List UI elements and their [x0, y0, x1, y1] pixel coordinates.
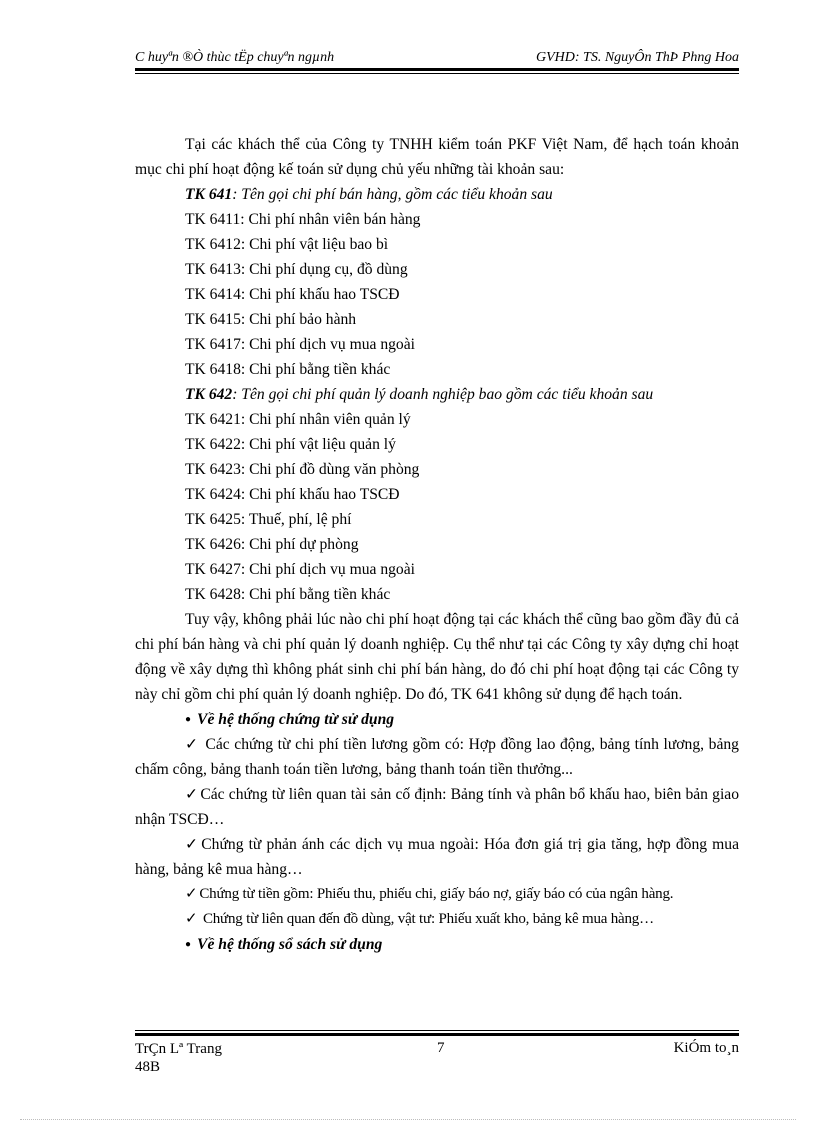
- tk642-code: TK 642: [185, 386, 233, 403]
- bullet-icon: ●: [185, 939, 192, 950]
- tk642-item: TK 6427: Chi phí dịch vụ mua ngoài: [185, 561, 415, 578]
- header-advisor: GVHD: TS. NguyÔn ThÞ Phng Hoa: [536, 50, 739, 65]
- section-documents-title: Về hệ thống chứng từ sử dụng: [197, 711, 395, 728]
- checkmark-icon: ✓: [185, 911, 198, 927]
- check-item: [135, 832, 739, 882]
- bullet-icon: ●: [185, 714, 192, 725]
- tk641-item: TK 6412: Chi phí vật liệu bao bì: [185, 236, 389, 253]
- tk641-item: TK 6413: Chi phí dụng cụ, đồ dùng: [185, 261, 408, 278]
- footer-author-block: [135, 1040, 222, 1076]
- tk642-item: TK 6424: Chi phí khấu hao TSCĐ: [185, 486, 400, 503]
- intro-paragraph: Tại các khách thể của Công ty TNHH kiểm toán PKF Việt Nam, để hạch toán khoản mục chi phí hoạt động kế toán sử dụng chủ yếu những tài khoản sau:: [135, 136, 739, 178]
- checkmark-icon: ✓: [185, 786, 199, 803]
- tk642-item: TK 6423: Chi phí đồ dùng văn phòng: [185, 461, 420, 478]
- page-number: 7: [437, 1040, 445, 1056]
- check-item-text: Chứng từ liên quan đến đồ dùng, vật tư: Phiếu xuất kho, bảng kê mua hàng…: [202, 911, 654, 927]
- footer-department: KiÓm to¸n: [673, 1040, 739, 1056]
- tk642-item: TK 6426: Chi phí dự phòng: [185, 536, 359, 553]
- footer-rule-thick: [135, 1033, 739, 1036]
- footer-class: 48B: [135, 1059, 161, 1075]
- tk641-item: TK 6417: Chi phí dịch vụ mua ngoài: [185, 336, 415, 353]
- tk642-item: TK 6422: Chi phí vật liệu quản lý: [185, 436, 396, 453]
- tk641-item: TK 6415: Chi phí bảo hành: [185, 311, 357, 328]
- section-documents-heading: [135, 707, 739, 732]
- page-footer: [135, 1040, 739, 1080]
- check-item-text: Các chứng từ liên quan tài sản cố định: Bảng tính và phân bổ khấu hao, biên bản giao nhận TSCĐ…: [135, 786, 739, 828]
- checkmark-icon: ✓: [185, 736, 199, 753]
- tk641-code: TK 641: [185, 186, 233, 203]
- tk641-item: TK 6418: Chi phí bằng tiền khác: [185, 361, 391, 378]
- check-item-text: Chứng từ tiền gồm: Phiếu thu, phiếu chi, giấy báo nợ, giấy báo có của ngân hàng.: [199, 886, 674, 902]
- check-item: [135, 882, 739, 907]
- header-title: C huyªn ®Ò thùc tËp chuyªn ngµnh: [135, 50, 335, 65]
- tk641-item: TK 6411: Chi phí nhân viên bán hàng: [185, 211, 421, 228]
- page-header: [135, 50, 739, 68]
- check-item-text: Các chứng từ chi phí tiền lương gồm có: Hợp đồng lao động, bảng tính lương, bảng chấm công, bảng thanh toán tiền lương, bảng thanh toán tiền thưởng...: [135, 736, 739, 778]
- header-rule-thin: [135, 73, 739, 74]
- tk642-item: TK 6428: Chi phí bằng tiền khác: [185, 586, 391, 603]
- footer-rule-thin: [135, 1030, 739, 1031]
- page-body: [135, 132, 739, 957]
- tk641-title-text: : Tên gọi chi phí bán hàng, gồm các tiểu khoản sau: [232, 186, 553, 203]
- check-item: [135, 782, 739, 832]
- header-rule-thick: [135, 68, 739, 71]
- tk641-title: [135, 182, 739, 207]
- check-item: [135, 732, 739, 782]
- check-item: [135, 907, 739, 932]
- note-paragraph: Tuy vậy, không phải lúc nào chi phí hoạt động tại các khách thể cũng bao gồm đầy đủ cả chi phí bán hàng và chi phí quản lý doanh nghiệp. Cụ thể như tại các Công ty xây dựng chỉ hoạt động về xây dựng thì không phát sinh chi phí bán hàng, do đó chi phí hoạt động tại các Công ty này chỉ gồm chi phí quản lý doanh nghiệp. Do đó, TK 641 không sử dụng để hạch toán.: [135, 611, 739, 703]
- section-books-heading: [135, 932, 739, 957]
- tk642-item: TK 6421: Chi phí nhân viên quản lý: [185, 411, 411, 428]
- tk642-title-text: : Tên gọi chi phí quản lý doanh nghiệp bao gồm các tiểu khoản sau: [232, 386, 654, 403]
- footer-author: TrÇn Lª Trang: [135, 1041, 222, 1057]
- check-item-text: Chứng từ phản ánh các dịch vụ mua ngoài: Hóa đơn giá trị gia tăng, hợp đồng mua hàng, bảng kê mua hàng…: [135, 836, 739, 878]
- checkmark-icon: ✓: [185, 886, 198, 902]
- tk642-item: TK 6425: Thuế, phí, lệ phí: [185, 511, 352, 528]
- page-bottom-dotted-line: [20, 1119, 796, 1120]
- tk641-item: TK 6414: Chi phí khấu hao TSCĐ: [185, 286, 400, 303]
- section-books-title: Về hệ thống sổ sách sử dụng: [197, 936, 383, 953]
- checkmark-icon: ✓: [185, 836, 200, 853]
- tk642-title: [135, 382, 739, 407]
